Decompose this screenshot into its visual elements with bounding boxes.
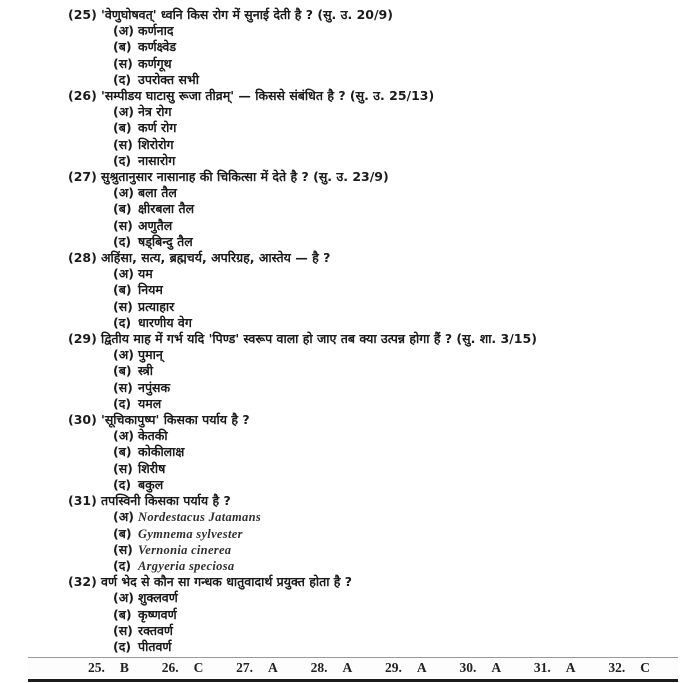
option-marker: (ब) bbox=[113, 201, 132, 217]
option-row bbox=[113, 299, 672, 315]
option-marker: (ब) bbox=[113, 606, 132, 622]
option-row bbox=[113, 104, 672, 120]
question-header bbox=[68, 88, 672, 104]
question-number: (25) bbox=[68, 7, 97, 22]
answer-letter: C bbox=[640, 660, 650, 675]
option-row bbox=[113, 39, 672, 55]
option-row bbox=[113, 347, 672, 363]
option-marker: (द) bbox=[113, 314, 132, 330]
options-list bbox=[68, 266, 672, 331]
option-marker: (द) bbox=[113, 476, 132, 492]
option-row bbox=[113, 234, 672, 250]
answer-key-entry bbox=[311, 660, 353, 676]
option-text: Vernonia cinerea bbox=[138, 542, 232, 557]
option-marker: (द) bbox=[113, 638, 132, 654]
question-header bbox=[68, 250, 672, 266]
option-text: यमल bbox=[138, 395, 162, 411]
option-marker: (ब) bbox=[113, 444, 132, 460]
option-marker: (अ) bbox=[113, 104, 134, 120]
option-row bbox=[113, 266, 672, 282]
option-row bbox=[113, 185, 672, 201]
question-header bbox=[68, 574, 672, 590]
option-marker: (स) bbox=[113, 136, 133, 152]
option-text: स्त्री bbox=[138, 363, 154, 379]
option-row bbox=[113, 607, 672, 623]
option-row bbox=[113, 153, 672, 169]
question-header bbox=[68, 169, 672, 185]
option-text: Nordestacus Jatamans bbox=[138, 510, 262, 525]
option-marker: (स) bbox=[113, 217, 133, 233]
option-row bbox=[113, 639, 672, 655]
question-text: 'सूचिकापुष्प' किसका पर्याय है ? bbox=[101, 412, 250, 428]
option-row bbox=[113, 137, 672, 153]
option-text: कर्णगूथ bbox=[138, 55, 172, 71]
answer-question-number: 25. bbox=[88, 660, 105, 675]
option-row bbox=[113, 558, 672, 574]
option-text: बकुल bbox=[138, 476, 164, 492]
option-marker: (ब) bbox=[113, 363, 132, 379]
option-text: धारणीय वेग bbox=[138, 314, 192, 330]
option-row bbox=[113, 444, 672, 460]
option-marker: (द) bbox=[113, 233, 132, 249]
option-row bbox=[113, 542, 672, 558]
answer-question-number: 29. bbox=[385, 660, 402, 675]
option-marker: (अ) bbox=[113, 509, 134, 525]
question-text: वर्ण भेद से कौन सा गन्धक धातुवादार्थ प्रयुक्त होता है ? bbox=[101, 574, 353, 590]
question-block bbox=[68, 574, 672, 655]
options-list bbox=[68, 185, 672, 250]
option-text: नेत्र रोग bbox=[138, 104, 172, 120]
option-marker: (अ) bbox=[113, 347, 134, 363]
option-marker: (अ) bbox=[113, 428, 134, 444]
question-text: द्वितीय माह में गर्भ यदि 'पिण्ड' स्वरूप वाला हो जाए तब क्या उत्पन्न होगा हैं ? (सु. शा. 3/15) bbox=[101, 331, 537, 347]
question-number: (31) bbox=[68, 493, 97, 509]
option-row bbox=[113, 72, 672, 88]
answer-key-entry bbox=[534, 660, 576, 676]
option-text: यम bbox=[138, 266, 153, 282]
option-marker: (स) bbox=[113, 379, 133, 395]
answer-letter: A bbox=[416, 660, 427, 675]
option-marker: (द) bbox=[113, 71, 132, 87]
question-block bbox=[68, 169, 672, 250]
option-marker: (स) bbox=[113, 55, 133, 71]
answer-letter: B bbox=[119, 660, 129, 675]
question-text: अहिंसा, सत्य, ब्रह्मचर्य, अपरिग्रह, आस्तेय — है ? bbox=[101, 250, 331, 266]
answer-letter: A bbox=[268, 660, 278, 675]
option-row bbox=[113, 120, 672, 136]
answer-question-number: 28. bbox=[310, 660, 328, 675]
option-row bbox=[113, 623, 672, 639]
question-header bbox=[68, 331, 672, 347]
option-row bbox=[113, 526, 672, 542]
option-marker: (स) bbox=[113, 622, 133, 638]
option-marker: (अ) bbox=[113, 590, 134, 606]
option-text: कर्णनाद bbox=[138, 23, 174, 39]
answer-question-number: 27. bbox=[236, 660, 254, 675]
question-block bbox=[68, 7, 672, 88]
option-text: Gymnema sylvester bbox=[138, 526, 243, 541]
question-header bbox=[68, 493, 672, 509]
option-text: शुक्लवर्ण bbox=[138, 590, 178, 606]
question-number: (32) bbox=[68, 574, 97, 590]
answer-key-entry bbox=[88, 660, 129, 676]
question-number: (30) bbox=[68, 412, 97, 428]
answer-question-number: 32. bbox=[608, 660, 626, 675]
option-marker: (ब) bbox=[113, 39, 132, 55]
question-header bbox=[68, 412, 672, 428]
option-text: षड्बिन्दु तैल bbox=[138, 233, 193, 249]
option-row bbox=[113, 363, 672, 379]
option-marker: (स) bbox=[113, 541, 133, 557]
option-text: अणुतैल bbox=[138, 217, 173, 233]
options-list bbox=[68, 347, 672, 412]
answer-key-entry bbox=[162, 660, 204, 676]
question-number: (29) bbox=[68, 331, 97, 347]
question-text: सुश्रुतानुसार नासानाह की चिकित्सा में देते है ? (सु. उ. 23/9) bbox=[101, 169, 389, 185]
options-list bbox=[68, 428, 672, 493]
question-text: 'सम्पीडय घाटासु रूजा तीव्रम्' — किससे संबंधित है ? (सु. उ. 25/13) bbox=[101, 88, 435, 104]
answer-question-number: 31. bbox=[533, 660, 551, 675]
option-text: नासारोग bbox=[138, 152, 176, 168]
option-text: कर्ण रोग bbox=[138, 120, 177, 136]
option-text: कोकीलाक्ष bbox=[138, 444, 185, 460]
option-row bbox=[113, 315, 672, 331]
question-text: 'वेणुघोषवत्' ध्वनि किस रोग में सुनाई देती है ? (सु. उ. 20/9) bbox=[101, 7, 393, 22]
option-marker: (स) bbox=[113, 298, 133, 314]
option-text: नपुंसक bbox=[138, 379, 171, 395]
option-row bbox=[113, 590, 672, 606]
option-text: रक्तवर्ण bbox=[138, 622, 173, 638]
option-text: क्षीरबला तैल bbox=[138, 201, 195, 217]
option-marker: (द) bbox=[113, 152, 132, 168]
option-text: कर्णक्ष्वेड bbox=[138, 39, 177, 55]
option-marker: (ब) bbox=[113, 525, 132, 541]
option-row bbox=[113, 282, 672, 298]
answer-letter: C bbox=[193, 660, 204, 675]
option-marker: (स) bbox=[113, 460, 133, 476]
question-block bbox=[68, 250, 672, 331]
question-header bbox=[68, 7, 672, 23]
option-marker: (अ) bbox=[113, 185, 134, 201]
option-marker: (ब) bbox=[113, 282, 132, 298]
option-text: शिरीष bbox=[138, 460, 166, 476]
option-text: Argyeria speciosa bbox=[138, 558, 235, 573]
option-text: बला तैल bbox=[138, 185, 177, 201]
options-list bbox=[68, 23, 672, 88]
question-block bbox=[68, 412, 672, 493]
option-row bbox=[113, 380, 672, 396]
option-marker: (अ) bbox=[113, 266, 134, 282]
answer-question-number: 26. bbox=[161, 660, 179, 675]
option-row bbox=[113, 477, 672, 493]
answer-key-entry bbox=[459, 660, 501, 676]
question-text: तपस्विनी किसका पर्याय है ? bbox=[101, 493, 231, 509]
question-number: (26) bbox=[68, 88, 97, 104]
option-text: प्रत्याहार bbox=[138, 298, 175, 314]
option-row bbox=[113, 461, 672, 477]
option-row bbox=[113, 509, 672, 525]
answer-letter: A bbox=[491, 660, 502, 675]
option-text: पीतवर्ण bbox=[138, 638, 172, 654]
option-text: उपरोक्त सभी bbox=[138, 71, 199, 87]
answer-key-row bbox=[28, 657, 678, 682]
options-list bbox=[68, 509, 672, 574]
option-text: कृष्णवर्ण bbox=[138, 606, 177, 622]
question-number: (28) bbox=[68, 250, 97, 266]
option-row bbox=[113, 218, 672, 234]
options-list bbox=[68, 104, 672, 169]
answer-letter: A bbox=[565, 660, 576, 675]
option-text: शिरोरोग bbox=[138, 136, 174, 152]
option-marker: (द) bbox=[113, 395, 132, 411]
option-row bbox=[113, 201, 672, 217]
option-row bbox=[113, 23, 672, 39]
option-text: पुमान् bbox=[138, 347, 163, 363]
options-list bbox=[68, 590, 672, 655]
answer-key-entry bbox=[385, 660, 427, 676]
answer-key-entry bbox=[608, 660, 650, 676]
option-row bbox=[113, 428, 672, 444]
option-row bbox=[113, 396, 672, 412]
option-text: नियम bbox=[138, 282, 163, 298]
option-marker: (अ) bbox=[113, 23, 134, 39]
question-block bbox=[68, 493, 672, 574]
option-marker: (ब) bbox=[113, 120, 132, 136]
question-block bbox=[68, 88, 672, 169]
option-text: केतकी bbox=[138, 428, 168, 444]
question-block bbox=[68, 331, 672, 412]
answer-letter: A bbox=[342, 660, 353, 675]
option-row bbox=[113, 56, 672, 72]
answer-key-entry bbox=[236, 660, 278, 676]
option-marker: (द) bbox=[113, 557, 132, 573]
answer-question-number: 30. bbox=[459, 660, 477, 675]
question-number: (27) bbox=[68, 169, 97, 185]
